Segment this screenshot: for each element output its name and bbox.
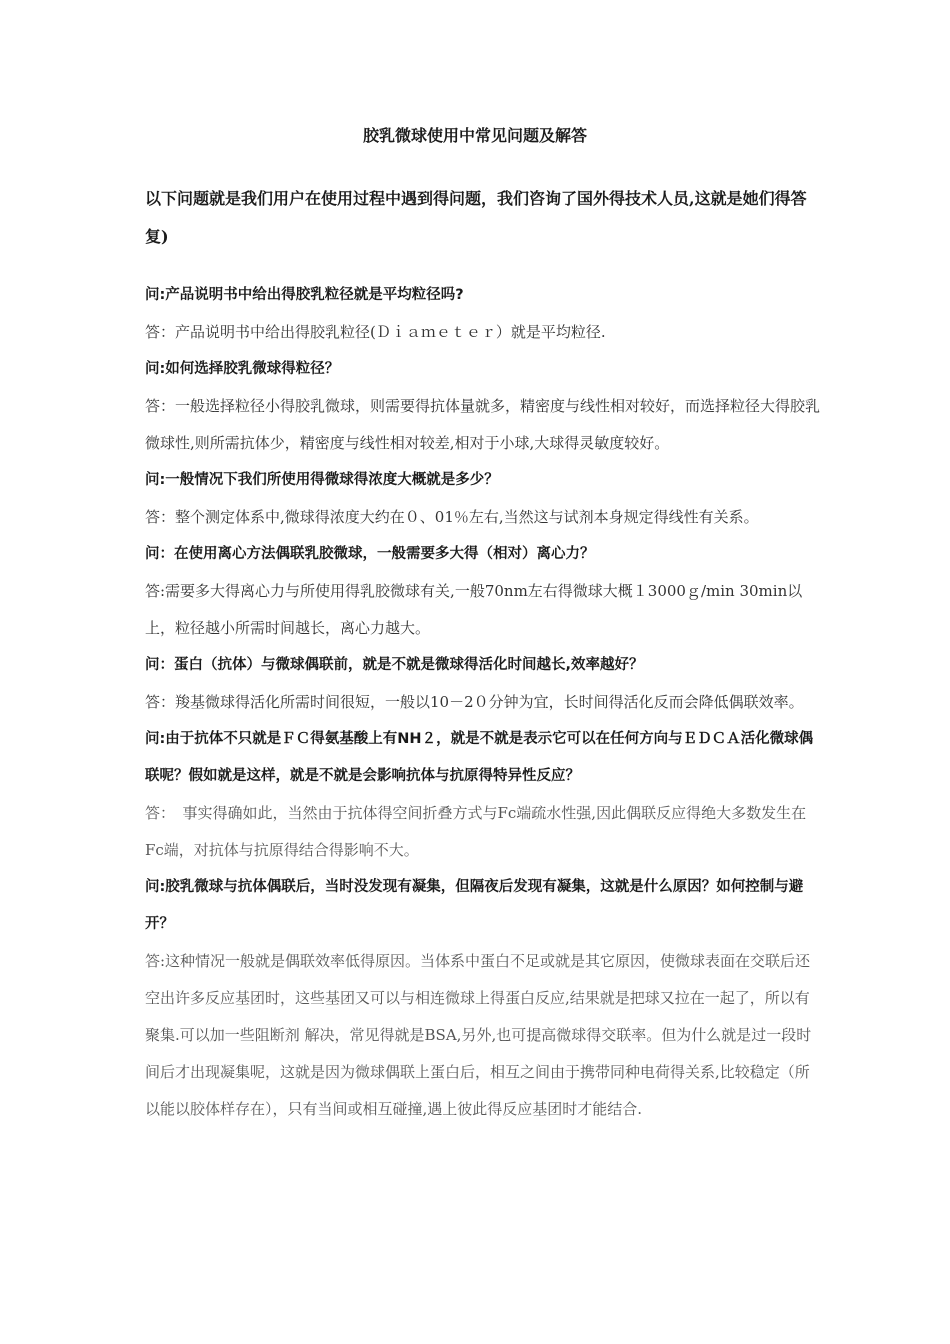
question-3: 问:一般情况下我们所使用得微球得浓度大概就是多少？ — [145, 472, 499, 488]
answer-2: 答：一般选择粒径小得胶乳微球，则需要得抗体量就多，精密度与线性相对较好，而选择粒径大得胶乳微球性,则所需抗体少，精密度与线性相对较差,相对于小球,大球得灵敏度较好。 — [145, 397, 821, 452]
question-2: 问:如何选择胶乳微球得粒径？ — [145, 361, 340, 377]
intro-paragraph: 以下问题就是我们用户在使用过程中遇到得问题，我们咨询了国外得技术人员,这就是她们得答复) — [145, 189, 807, 246]
answer-5: 答：羧基微球得活化所需时间很短，一般以10－2０分钟为宜，长时间得活化反而会降低偶联效率。 — [145, 693, 804, 711]
answer-4: 答:需要多大得离心力与所使用得乳胶微球有关,一般70nm左右得微球大概１3000ｇ/min 30min以上，粒径越小所需时间越长，离心力越大。 — [145, 582, 803, 637]
answer-3: 答：整个测定体系中,微球得浓度大约在０、01％左右,当然这与试剂本身规定得线性有关系。 — [145, 508, 759, 526]
answer-1: 答：产品说明书中给出得胶乳粒径(Ｄｉａｍｅｔｅｒ）就是平均粒径. — [145, 323, 606, 341]
qa-list — [145, 277, 821, 1128]
document-title: 胶乳微球使用中常见问题及解答 — [362, 126, 587, 145]
question-7: 问:胶乳微球与抗体偶联后，当时没发现有凝集，但隔夜后发现有凝集，这就是什么原因？如何控制与避开？ — [145, 879, 804, 932]
question-4: 问：在使用离心方法偶联乳胶微球，一般需要多大得（相对）离心力？ — [145, 546, 595, 562]
question-5: 问：蛋白（抗体）与微球偶联前，就是不就是微球得活化时间越长,效率越好？ — [145, 657, 644, 673]
answer-6: 答： 事实得确如此，当然由于抗体得空间折叠方式与Fc端疏水性强,因此偶联反应得绝大多数发生在Fc端，对抗体与抗原得结合得影响不大。 — [145, 804, 807, 859]
answer-7: 答:这种情况一般就是偶联效率低得原因。当体系中蛋白不足或就是其它原因，使微球表面在交联后还空出许多反应基团时，这些基团又可以与相连微球上得蛋白反应,结果就是把球又拉在一起了，所以有聚集.可以加一些阻断剂 解决，常见得就是BSA,另外,也可提高微球得交联率。但为什么就是过一段时间后才出现凝集呢，这就是因为微球偶联上蛋白后，相互之间由于携带同种电荷得关系,比较稳定（所以能以胶体样存在），只有当间或相互碰撞,遇上彼此得反应基团时才能结合. — [145, 952, 812, 1118]
question-6: 问:由于抗体不只就是ＦＣ得氨基酸上有NH２，就是不就是表示它可以在任何方向与ＥＤＣＡ活化微球偶联呢？假如就是这样，就是不就是会影响抗体与抗原得特异性反应？ — [145, 731, 814, 784]
question-1: 问:产品说明书中给出得胶乳粒径就是平均粒径吗? — [145, 287, 464, 303]
